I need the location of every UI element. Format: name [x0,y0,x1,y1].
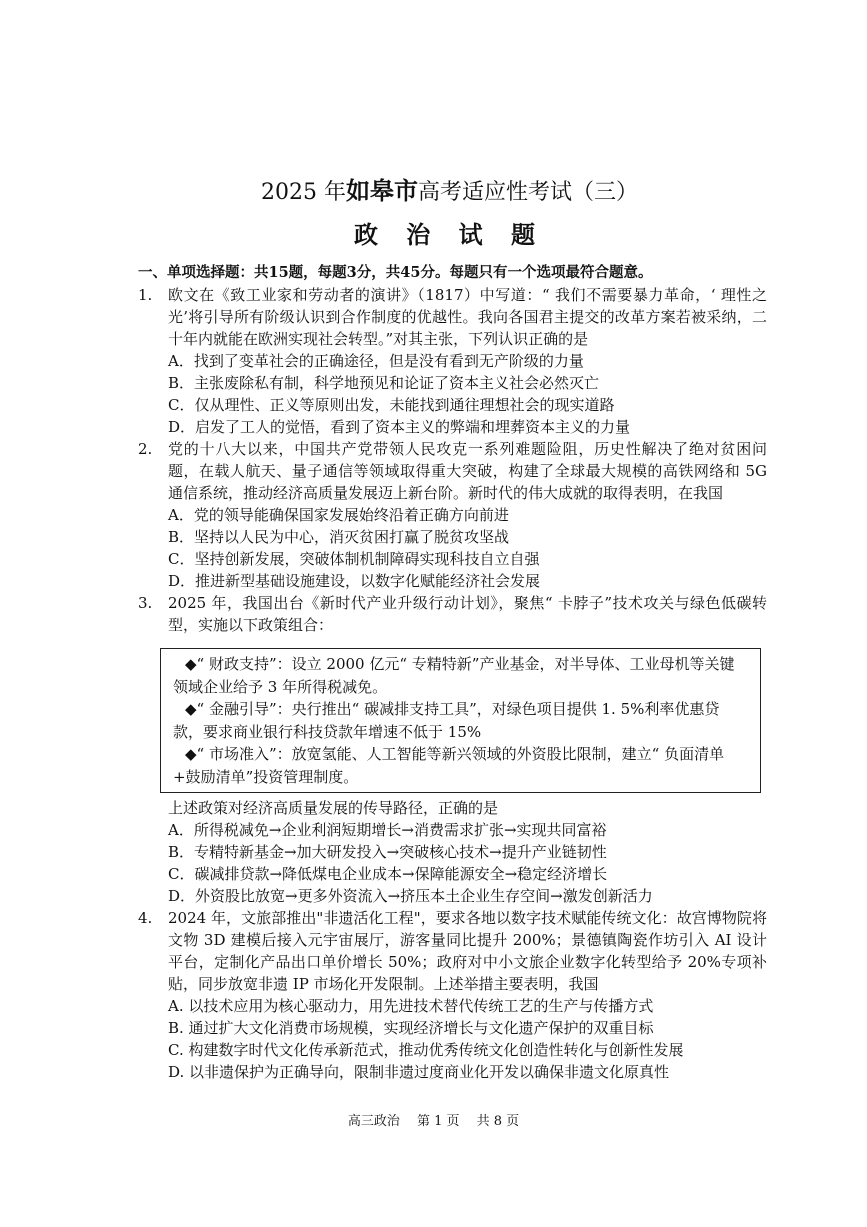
question-number: 2. [138,440,153,458]
option-d: D. 以非遗保护为正确导向，限制非遗过度商业化开发以确保非遗文化原真性 [168,1063,670,1081]
exam-subject: 政 治 试 题 [353,220,546,249]
title-year: 2025 年 [261,180,346,205]
option-b: B．主张废除私有制，科学地预见和论证了资本主义社会必然灭亡 [168,374,600,392]
option-a: A．所得税减免→企业利润短期增长→消费需求扩张→实现共同富裕 [168,821,607,839]
question-stem: 欧文在《致工业家和劳动者的演讲》（1817）中写道：“ 我们不需要暴力革命，‘ 理性之光’将引导所有阶级认识到合作制度的优越性。我向各国君主提交的改革方案若被采纳，二十年内就能在欧洲实现社会转型。”对其主张，下列认识正确的是 [168,286,767,348]
option-b: B．坚持以人民为中心，消灭贫困打赢了脱贫攻坚战 [168,528,510,546]
section-heading: 一、单项选择题：共15题，每题3分，共45分。每题只有一个选项最符合题意。 [138,264,653,281]
question-number: 4. [138,909,153,927]
page-footer: 高三政治 第 1 页 共 8 页 [347,1114,520,1129]
option-d: D．推进新型基础设施建设，以数字化赋能经济社会发展 [168,572,541,590]
option-c: C．碳减排贷款→降低煤电企业成本→保障能源安全→稳定经济增长 [168,865,608,883]
policy-market: ◆“ 市场准入”：放宽氢能、人工智能等新兴领域的外资股比限制，建立“ 负面清单+鼓励清单”投资管理制度。 [173,745,725,786]
policy-fiscal: ◆“ 财政支持”：设立 2000 亿元“ 专精特新”产业基金，对半导体、工业母机等关键领域企业给予 3 年所得税减免。 [173,655,735,696]
option-c: C．仅从理性、正义等原则出发，未能找到通往理想社会的现实道路 [168,396,615,414]
exam-title [132,176,767,208]
option-d: D．启发了工人的觉悟，看到了资本主义的弊端和埋葬资本主义的力量 [168,418,631,436]
option-d: D．外资股比放宽→更多外资流入→挤压本土企业生存空间→激发创新活力 [168,887,653,905]
option-a: A. 以技术应用为核心驱动力，用先进技术替代传统工艺的生产与传播方式 [168,997,654,1015]
policy-finance: ◆“ 金融引导”：央行推出“ 碳减排支持工具”，对绿色项目提供 1. 5%利率优惠贷款，要求商业银行科技贷款年增速不低于 15% [173,700,720,741]
option-b: B．专精特新基金→加大研发投入→突破核心技术→提升产业链韧性 [168,843,607,861]
title-rest: 高考适应性考试（三） [417,180,638,205]
option-c: C. 构建数字时代文化传承新范式，推动优秀传统文化创造性转化与创新性发展 [168,1041,684,1059]
option-b: B. 通过扩大文化消费市场规模，实现经济增长与文化遗产保护的双重目标 [168,1019,654,1037]
question-prompt: 上述政策对经济高质量发展的传导路径，正确的是 [168,799,499,817]
question-stem: 2024 年，文旅部推出"非遗活化工程"，要求各地以数字技术赋能传统文化：故宫博物院将文物 3D 建模后接入元宇宙展厅，游客量同比提升 200%；景德镇陶瓷作坊引入 AI 设计平台，定制化产品出口单价增长 50%；政府对中小文旅企业数字化转型给予 20%专项补贴，同步放宽非遗 IP 市场化开发限制。上述举措主要表明，我国 [168,909,767,993]
question-1 [132,284,767,438]
policy-box [160,648,761,793]
question-4 [132,907,767,1083]
question-number: 1. [138,286,153,304]
question-2 [132,438,767,592]
question-number: 3. [138,594,153,612]
title-city: 如皋市 [345,176,418,205]
question-3 [132,592,767,907]
option-a: A．党的领导能确保国家发展始终沿着正确方向前进 [168,506,509,524]
option-a: A．找到了变革社会的正确途径，但是没有看到无产阶级的力量 [168,352,584,370]
question-stem: 党的十八大以来，中国共产党带领人民攻克一系列难题险阻，历史性解决了绝对贫困问题，在载人航天、量子通信等领域取得重大突破，构建了全球最大规模的高铁网络和 5G 通信系统，推动经济高质量发展迈上新台阶。新时代的伟大成就的取得表明，在我国 [168,440,767,502]
question-stem: 2025 年，我国出台《新时代产业升级行动计划》，聚焦“ 卡脖子”技术攻关与绿色低碳转型，实施以下政策组合： [168,594,767,634]
option-c: C．坚持创新发展，突破体制机制障碍实现科技自立自强 [168,550,540,568]
